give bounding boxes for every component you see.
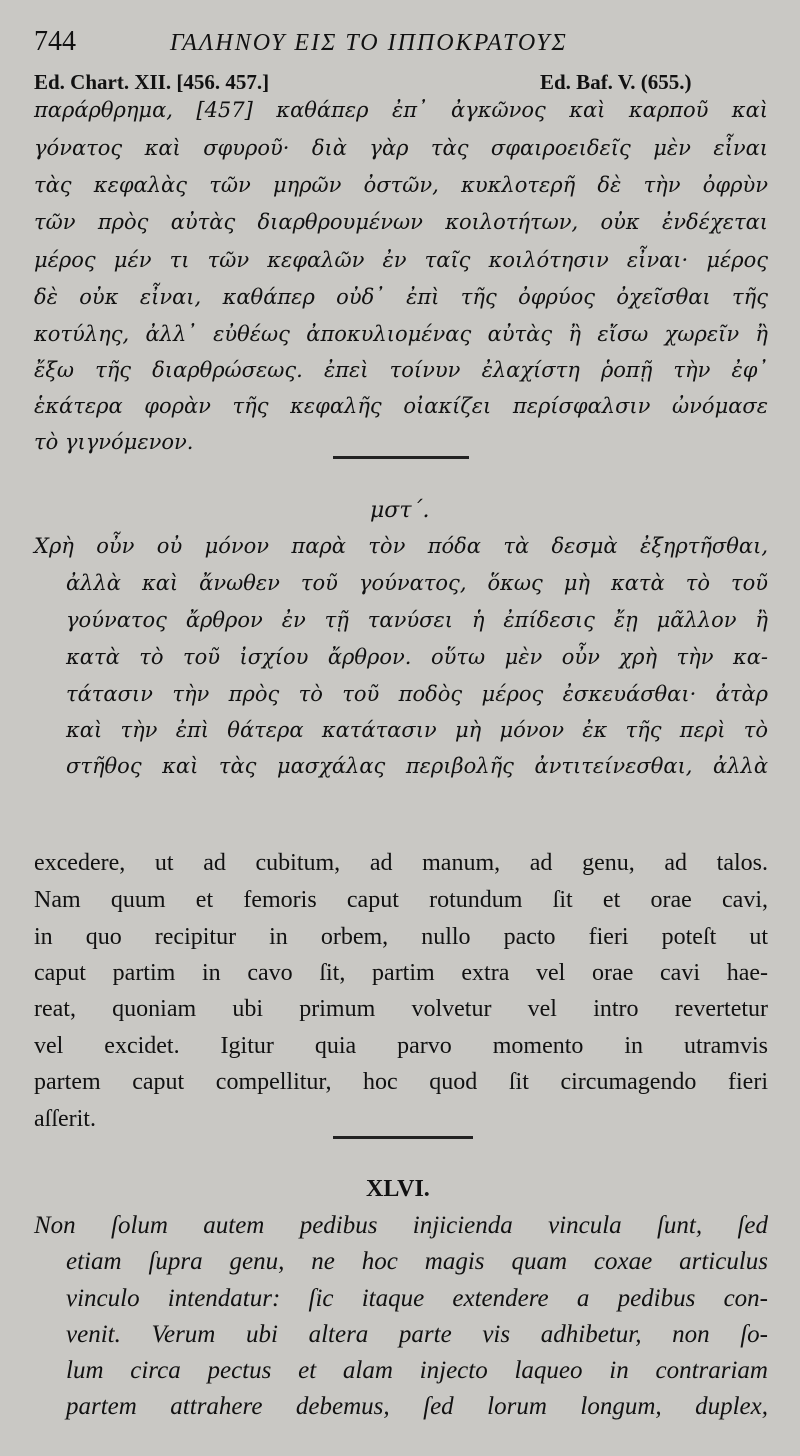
greek-line: καὶ τὴν ἐπὶ θάτερα κατάτασιν μὴ μόνον ἐκ τῆς περὶ τὸ (66, 718, 768, 742)
latin-line: lum circa pectus et alam injecto laqueo in contrariam (66, 1357, 768, 1384)
greek-section-number: μστ΄. (370, 498, 430, 523)
latin-line: partem attrahere debemus, ſed lorum longum, duplex, (66, 1393, 768, 1420)
section-divider (333, 456, 469, 459)
latin-line: Nam quum et femoris caput rotundum ſit et orae cavi, (34, 887, 768, 913)
greek-line: τὸ γιγνόμενον. (34, 430, 194, 454)
greek-line: τὰς κεφαλὰς τῶν μηρῶν ὀστῶν, κυκλοτερῆ δὲ τὴν ὀφρὺν (34, 173, 768, 197)
latin-line: reat, quoniam ubi primum volvetur vel intro revertetur (34, 996, 768, 1022)
greek-line: Χρὴ οὖν οὐ μόνον παρὰ τὸν πόδα τὰ δεσμὰ ἐξηρτῆσθαι, (34, 534, 768, 558)
greek-line: κοτύλης, ἀλλ᾽ εὐθέως ἀποκυλιομένας αὐτὰς ἢ εἴσω χωρεῖν ἢ (34, 322, 768, 346)
greek-line: τάτασιν τὴν πρὸς τὸ τοῦ ποδὸς μέρος ἐσκευάσθαι· ἀτὰρ (66, 682, 768, 706)
edition-ref-right: Ed. Baf. V. (655.) (540, 70, 692, 94)
latin-line: caput partim in cavo ſit, partim extra vel orae cavi hae- (34, 960, 768, 986)
greek-line: γούνατος ἄρθρον ἐν τῇ τανύσει ἡ ἐπίδεσις ἔῃ μᾶλλον ἢ (66, 608, 768, 632)
latin-line: excedere, ut ad cubitum, ad manum, ad genu, ad talos. (34, 850, 768, 876)
greek-line: παράρθρημα, [457] καθάπερ ἐπ᾽ ἀγκῶνος καὶ καρποῦ καὶ (34, 98, 768, 122)
greek-line: ἑκάτερα φορὰν τῆς κεφαλῆς οἰακίζει περίσφαλσιν ὠνόμασε (34, 394, 768, 418)
greek-line: ἀλλὰ καὶ ἄνωθεν τοῦ γούνατος, ὅκως μὴ κατὰ τὸ τοῦ (66, 571, 768, 595)
edition-ref-left: Ed. Chart. XII. [456. 457.] (34, 70, 270, 94)
latin-line: in quo recipitur in orbem, nullo pacto fieri poteſt ut (34, 924, 768, 950)
latin-line: Non ſolum autem pedibus injicienda vincula ſunt, ſed (34, 1212, 768, 1239)
greek-line: ἔξω τῆς διαρθρώσεως. ἐπεὶ τοίνυν ἐλαχίστη ῥοπῇ τὴν ἐφ᾽ (34, 358, 768, 382)
section-divider (333, 1136, 473, 1139)
greek-line: μέρος μέν τι τῶν κεφαλῶν ἐν ταῖς κοιλότησιν εἶναι· μέρος (34, 248, 768, 272)
page-number: 744 (34, 26, 76, 57)
greek-line: στῆθος καὶ τὰς μασχάλας περιβολῆς ἀντιτείνεσθαι, ἀλλὰ (66, 754, 768, 778)
latin-line: venit. Verum ubi altera parte vis adhibetur, non ſo- (66, 1321, 768, 1348)
latin-line: vel excidet. Igitur quia parvo momento in utramvis (34, 1033, 768, 1059)
running-title: ΓΑΛΗΝΟΥ ΕΙΣ ΤΟ ΙΠΠΟΚΡΑΤΟΥΣ (170, 30, 568, 56)
latin-line: aſſerit. (34, 1106, 96, 1132)
latin-line: vinculo intendatur: ſic itaque extendere a pedibus con- (66, 1285, 768, 1312)
greek-line: γόνατος καὶ σφυροῦ· διὰ γὰρ τὰς σφαιροειδεῖς μὲν εἶναι (34, 136, 768, 160)
greek-line: κατὰ τὸ τοῦ ἰσχίου ἄρθρον. οὕτω μὲν οὖν χρὴ τὴν κα- (66, 645, 768, 669)
greek-line: δὲ οὐκ εἶναι, καθάπερ οὐδ᾽ ἐπὶ τῆς ὀφρύος ὀχεῖσθαι τῆς (34, 285, 768, 309)
greek-line: τῶν πρὸς αὐτὰς διαρθρουμένων κοιλοτήτων, οὐκ ἐνδέχεται (34, 210, 768, 234)
latin-section-number: XLVI. (366, 1176, 430, 1202)
latin-line: partem caput compellitur, hoc quod ſit circumagendo fieri (34, 1069, 768, 1095)
latin-line: etiam ſupra genu, ne hoc magis quam coxae articulus (66, 1248, 768, 1275)
